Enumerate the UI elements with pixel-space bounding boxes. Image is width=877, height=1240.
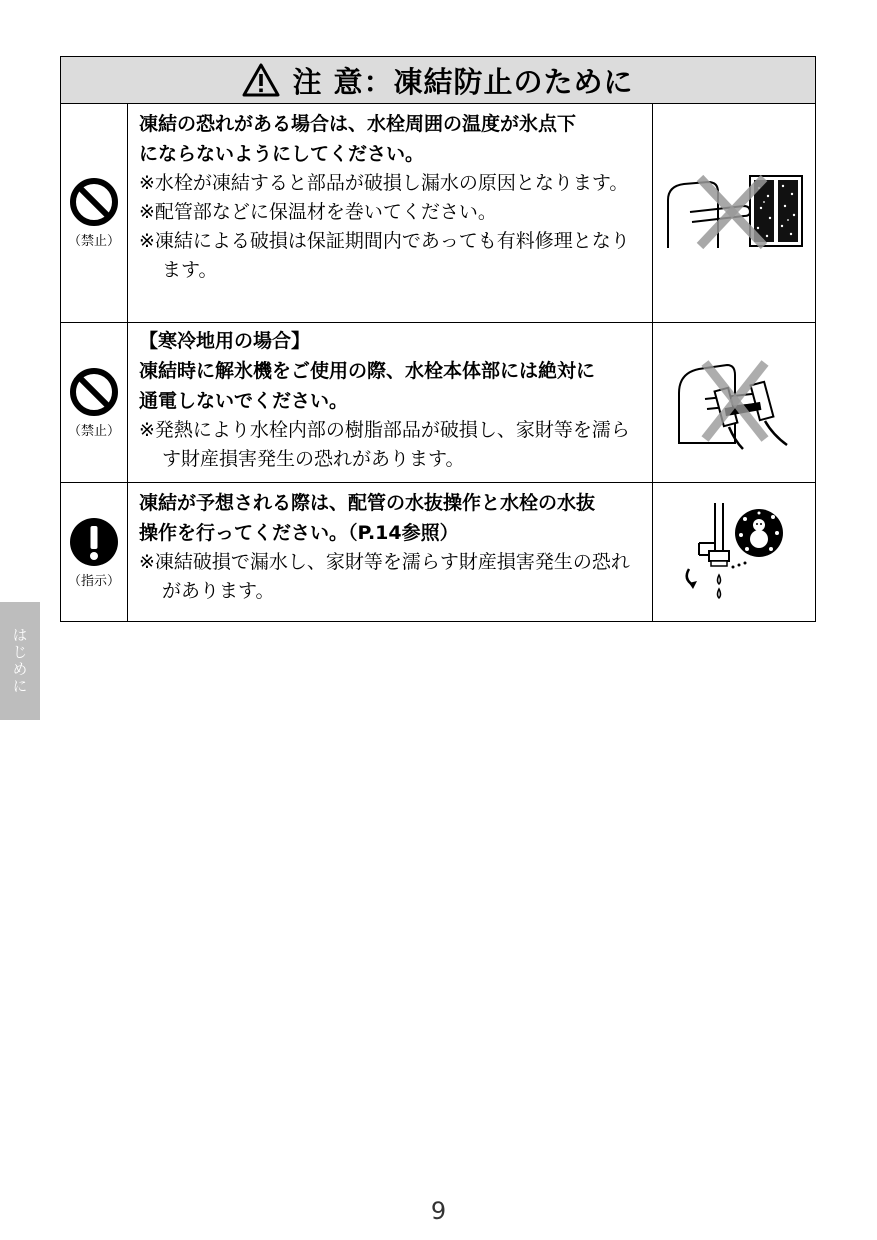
section-side-tab xyxy=(0,602,40,720)
symbol-cell xyxy=(61,483,128,622)
bold-line: 通電しないでください。 xyxy=(139,390,349,412)
symbol-label: （指示） xyxy=(67,573,120,589)
note: ※凍結破損で漏水し、家財等を濡らす財産損害発生の恐れがあります。 xyxy=(139,551,630,602)
note: ※凍結による破損は保証期間内であっても有料修理となります。 xyxy=(139,230,630,281)
note: ※発熱により水栓内部の樹脂部品が破損し、家財等を濡らす財産損害発生の恐れがあります。 xyxy=(139,419,630,470)
caution-title: 注 意：凍結防止のために xyxy=(292,64,634,99)
bold-line: 凍結時に解氷機をご使用の際、水栓本体部には絶対に xyxy=(139,360,596,382)
note: ※配管部などに保温材を巻いてください。 xyxy=(139,201,497,223)
bold-line: 凍結の恐れがある場合は、水栓周囲の温度が氷点下 xyxy=(139,113,577,135)
warning-triangle-icon xyxy=(242,63,280,97)
symbol-cell xyxy=(61,104,128,322)
instruction-icon xyxy=(69,517,119,567)
faucet-drain-snowman-illustration xyxy=(679,503,789,603)
prohibition-icon xyxy=(69,177,119,227)
caution-row-3 xyxy=(61,483,815,622)
illustration-cell xyxy=(653,104,815,322)
page-number: 9 xyxy=(430,1197,447,1225)
symbol-label: （禁止） xyxy=(67,423,120,439)
symbol-label: （禁止） xyxy=(67,234,120,249)
text-cell xyxy=(128,104,653,322)
caution-header xyxy=(61,57,815,104)
faucet-frozen-window-illustration xyxy=(664,168,804,258)
note: ※水栓が凍結すると部品が破損し漏水の原因となります。 xyxy=(139,172,629,194)
bold-line: 操作を行ってください。（P.14参照） xyxy=(139,522,459,544)
side-tab-label: はじめに xyxy=(10,627,29,695)
illustration-cell xyxy=(653,323,815,482)
text-cell xyxy=(128,323,653,482)
caution-row-1 xyxy=(61,104,815,323)
caution-row-2 xyxy=(61,323,815,483)
prohibition-icon xyxy=(69,367,119,417)
bold-line: 【寒冷地用の場合】 xyxy=(139,330,311,352)
bold-line: にならないようにしてください。 xyxy=(139,143,425,165)
text-cell xyxy=(128,483,653,622)
faucet-clamps-illustration xyxy=(669,353,799,453)
symbol-cell xyxy=(61,323,128,482)
caution-panel xyxy=(60,56,816,622)
bold-line: 凍結が予想される際は、配管の水抜操作と水栓の水抜 xyxy=(139,492,596,514)
illustration-cell xyxy=(653,483,815,622)
